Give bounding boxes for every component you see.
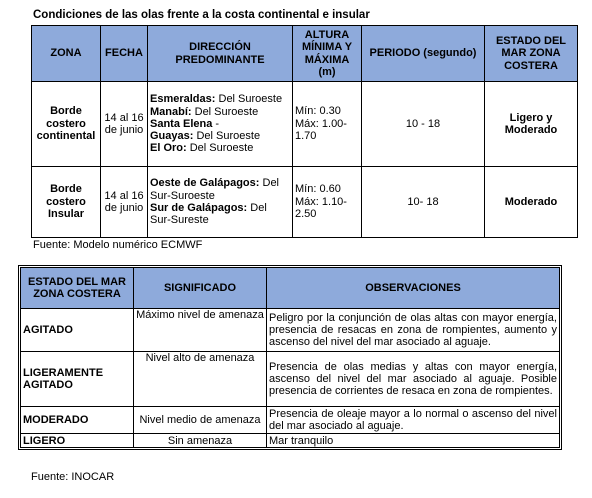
zona-cell: Borde costero continental <box>32 82 101 167</box>
direction-line: Oeste de Galápagos: Del Sur-Suroeste <box>150 177 280 202</box>
estado-cell: Moderado <box>485 167 578 238</box>
table-row <box>21 434 560 448</box>
periodo-cell: 10- 18 <box>362 167 485 238</box>
direction-line: Esmeraldas: Del Suroeste <box>150 93 283 106</box>
estado-cell: LIGERAMENTE AGITADO <box>21 352 134 407</box>
fecha-cell: 14 al 16 de junio <box>101 167 148 238</box>
observaciones-cell: Mar tranquilo <box>267 434 560 448</box>
table-row <box>21 352 560 407</box>
direction-line: Guayas: Del Suroeste <box>150 130 261 143</box>
table-row <box>21 309 560 352</box>
header-estado: ESTADO DEL MAR ZONA COSTERA <box>485 26 578 82</box>
direction-line: Santa Elena - <box>150 117 220 130</box>
header-significado: SIGNIFICADO <box>134 268 267 309</box>
significado-cell: Máximo nivel de amenaza <box>134 309 267 352</box>
wave-conditions-table <box>31 25 578 238</box>
page-title: Condiciones de las olas frente a la costa continental e insular <box>33 9 370 21</box>
header-altura: ALTURA MÍNIMA Y MÁXIMA (m) <box>293 26 362 82</box>
header-observaciones: OBSERVACIONES <box>267 268 560 309</box>
table-header-row <box>32 26 578 82</box>
header-estado: ESTADO DEL MAR ZONA COSTERA <box>21 268 134 309</box>
table-row <box>32 167 578 238</box>
estado-cell: MODERADO <box>21 407 134 434</box>
periodo-cell: 10 - 18 <box>362 82 485 167</box>
direccion-cell <box>148 167 293 238</box>
source-note: Fuente: Modelo numérico ECMWF <box>33 239 203 251</box>
direccion-cell <box>148 82 293 167</box>
estado-cell: Ligero y Moderado <box>485 82 578 167</box>
direction-line: Sur de Galápagos: Del Sur-Sureste <box>150 202 267 227</box>
observaciones-cell: Presencia de olas medias y altas con mayor energía, ascenso del nivel del mar asociado al aguaje. Posible presencia de corrientes de resaca en zona de rompientes. <box>267 352 560 407</box>
significado-cell: Nivel medio de amenaza <box>134 407 267 434</box>
altura-cell: Mín: 0.30 Máx: 1.00-1.70 <box>293 82 362 167</box>
table-row <box>32 82 578 167</box>
estado-cell: AGITADO <box>21 309 134 352</box>
fecha-cell: 14 al 16 de junio <box>101 82 148 167</box>
source-note: Fuente: INOCAR <box>31 471 115 483</box>
sea-state-legend-table <box>20 267 560 448</box>
header-fecha: FECHA <box>101 26 148 82</box>
direction-line: Manabí: Del Suroeste <box>150 105 259 118</box>
direction-line: El Oro: Del Suroeste <box>150 142 254 155</box>
zona-cell: Borde costero Insular <box>32 167 101 238</box>
estado-cell: LIGERO <box>21 434 134 448</box>
significado-cell: Nivel alto de amenaza <box>134 352 267 407</box>
table-header-row <box>21 268 560 309</box>
significado-cell: Sin amenaza <box>134 434 267 448</box>
header-zona: ZONA <box>32 26 101 82</box>
header-direccion: DIRECCIÓN PREDOMINANTE <box>148 26 293 82</box>
observaciones-cell: Peligro por la conjunción de olas altas con mayor energía, presencia de resacas en zona de rompientes, aumento y ascenso del nivel del mar asociado al aguaje. <box>267 309 560 352</box>
header-periodo: PERIODO (segundo) <box>362 26 485 82</box>
altura-cell: Mín: 0.60 Máx: 1.10-2.50 <box>293 167 362 238</box>
observaciones-cell: Presencia de oleaje mayor a lo normal o ascenso del nivel del mar asociado al aguaje. <box>267 407 560 434</box>
table-row <box>21 407 560 434</box>
